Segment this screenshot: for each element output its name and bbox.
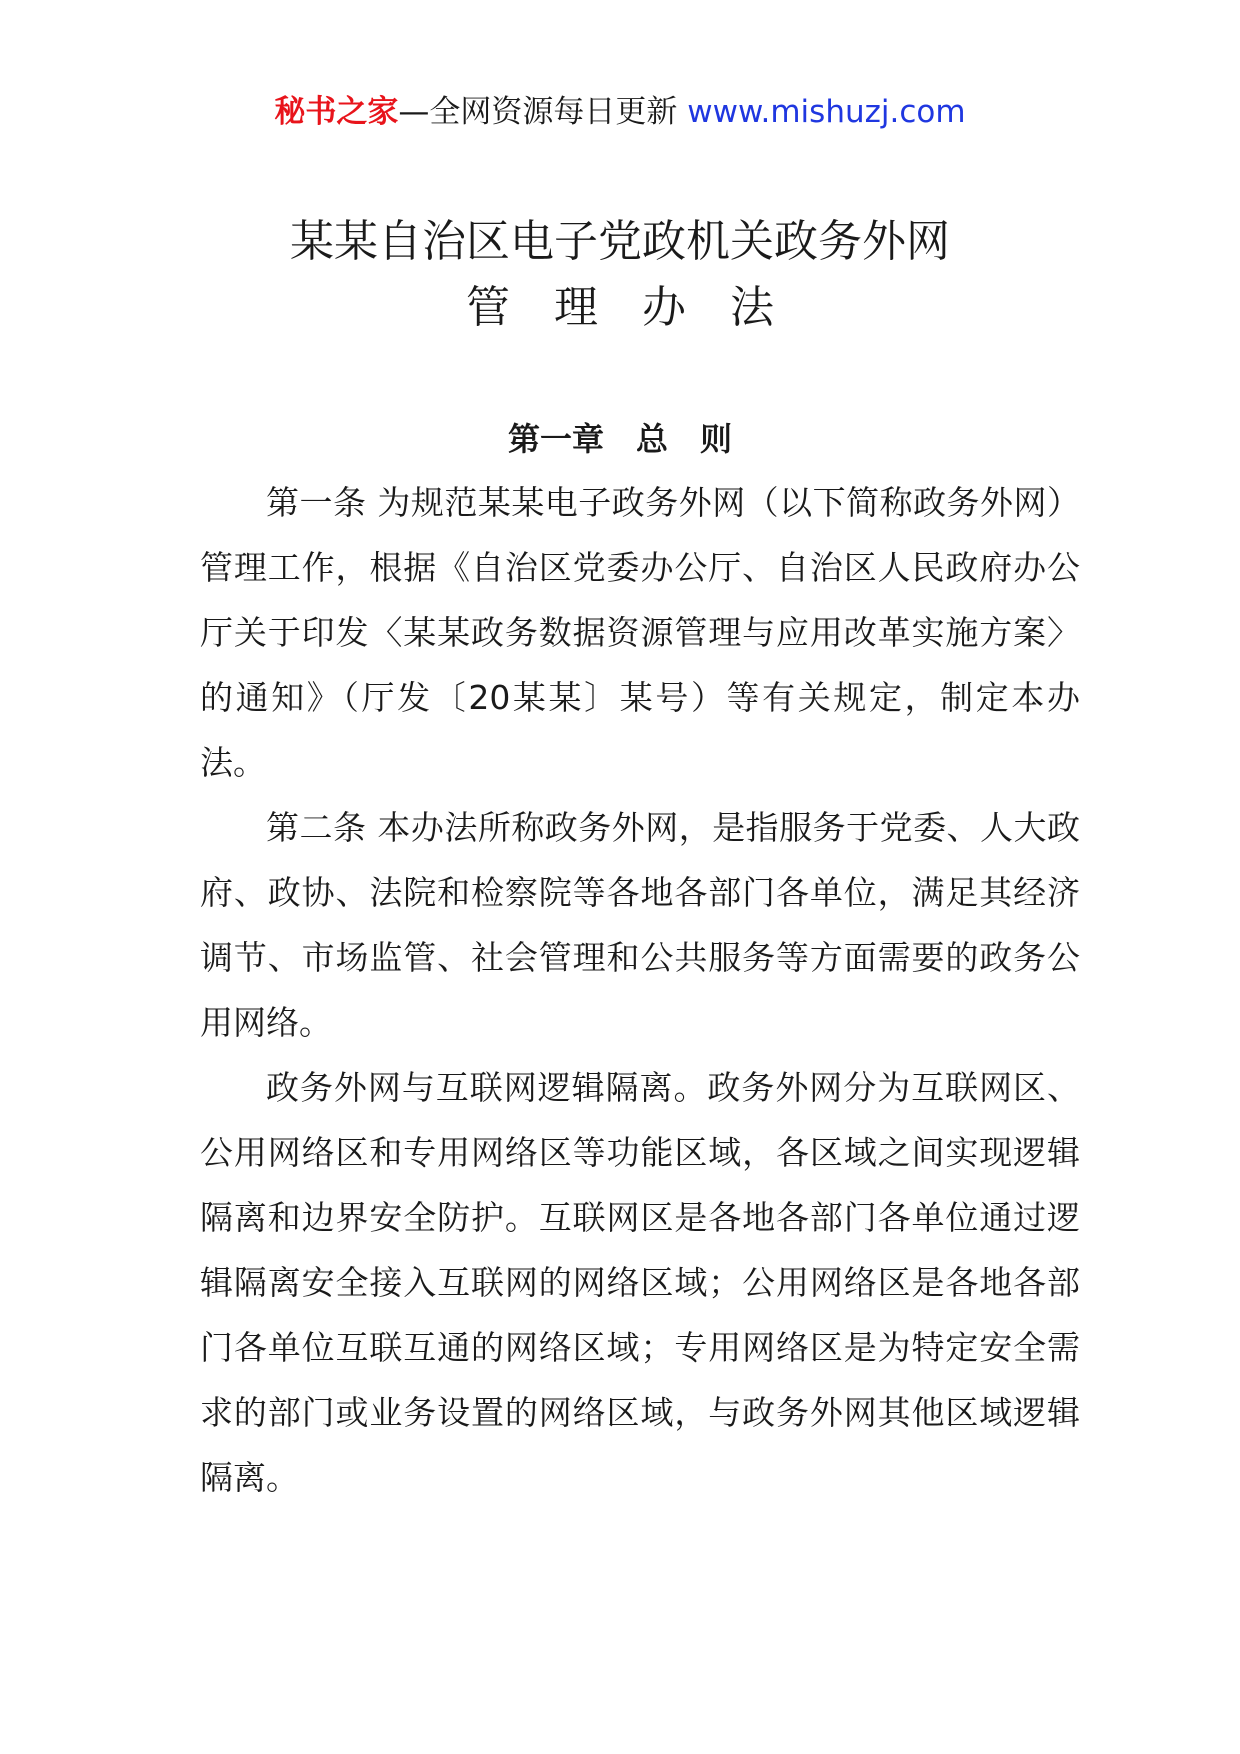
- article-2-paragraph: 第二条 本办法所称政务外网，是指服务于党委、人大政府、政协、法院和检察院等各地各部门各单位，满足其经济调节、市场监管、社会管理和公共服务等方面需要的政务公用网络。: [200, 808, 1080, 1042]
- brand-name: 秘书之家: [274, 94, 399, 130]
- document-body: [200, 470, 1080, 1510]
- article-2-continuation-paragraph: 政务外网与互联网逻辑隔离。政务外网分为互联网区、公用网络区和专用网络区等功能区域，各区域之间实现逻辑隔离和边界安全防护。互联网区是各地各部门各单位通过逻辑隔离安全接入互联网的网络区域；公用网络区是各地各部门各单位互联互通的网络区域；专用网络区是为特定安全需求的部门或业务设置的网络区域，与政务外网其他区域逻辑隔离。: [200, 1068, 1080, 1497]
- article-1-paragraph: 第一条 为规范某某电子政务外网（以下简称政务外网）管理工作，根据《自治区党委办公厅、自治区人民政府办公厅关于印发〈某某政务数据资源管理与应用改革实施方案〉的通知》（厅发〔20某某〕某号）等有关规定，制定本办法。: [200, 483, 1080, 782]
- chapter-heading: 第一章 总 则: [507, 420, 732, 458]
- watermark-header: [0, 92, 1240, 132]
- header-tagline: —全网资源每日更新: [398, 94, 678, 130]
- document-title: 某某自治区电子党政机关政务外网: [290, 216, 950, 267]
- site-url-link[interactable]: www.mishuzj.com: [687, 94, 966, 130]
- document-subtitle: 管 理 办 法: [466, 282, 774, 333]
